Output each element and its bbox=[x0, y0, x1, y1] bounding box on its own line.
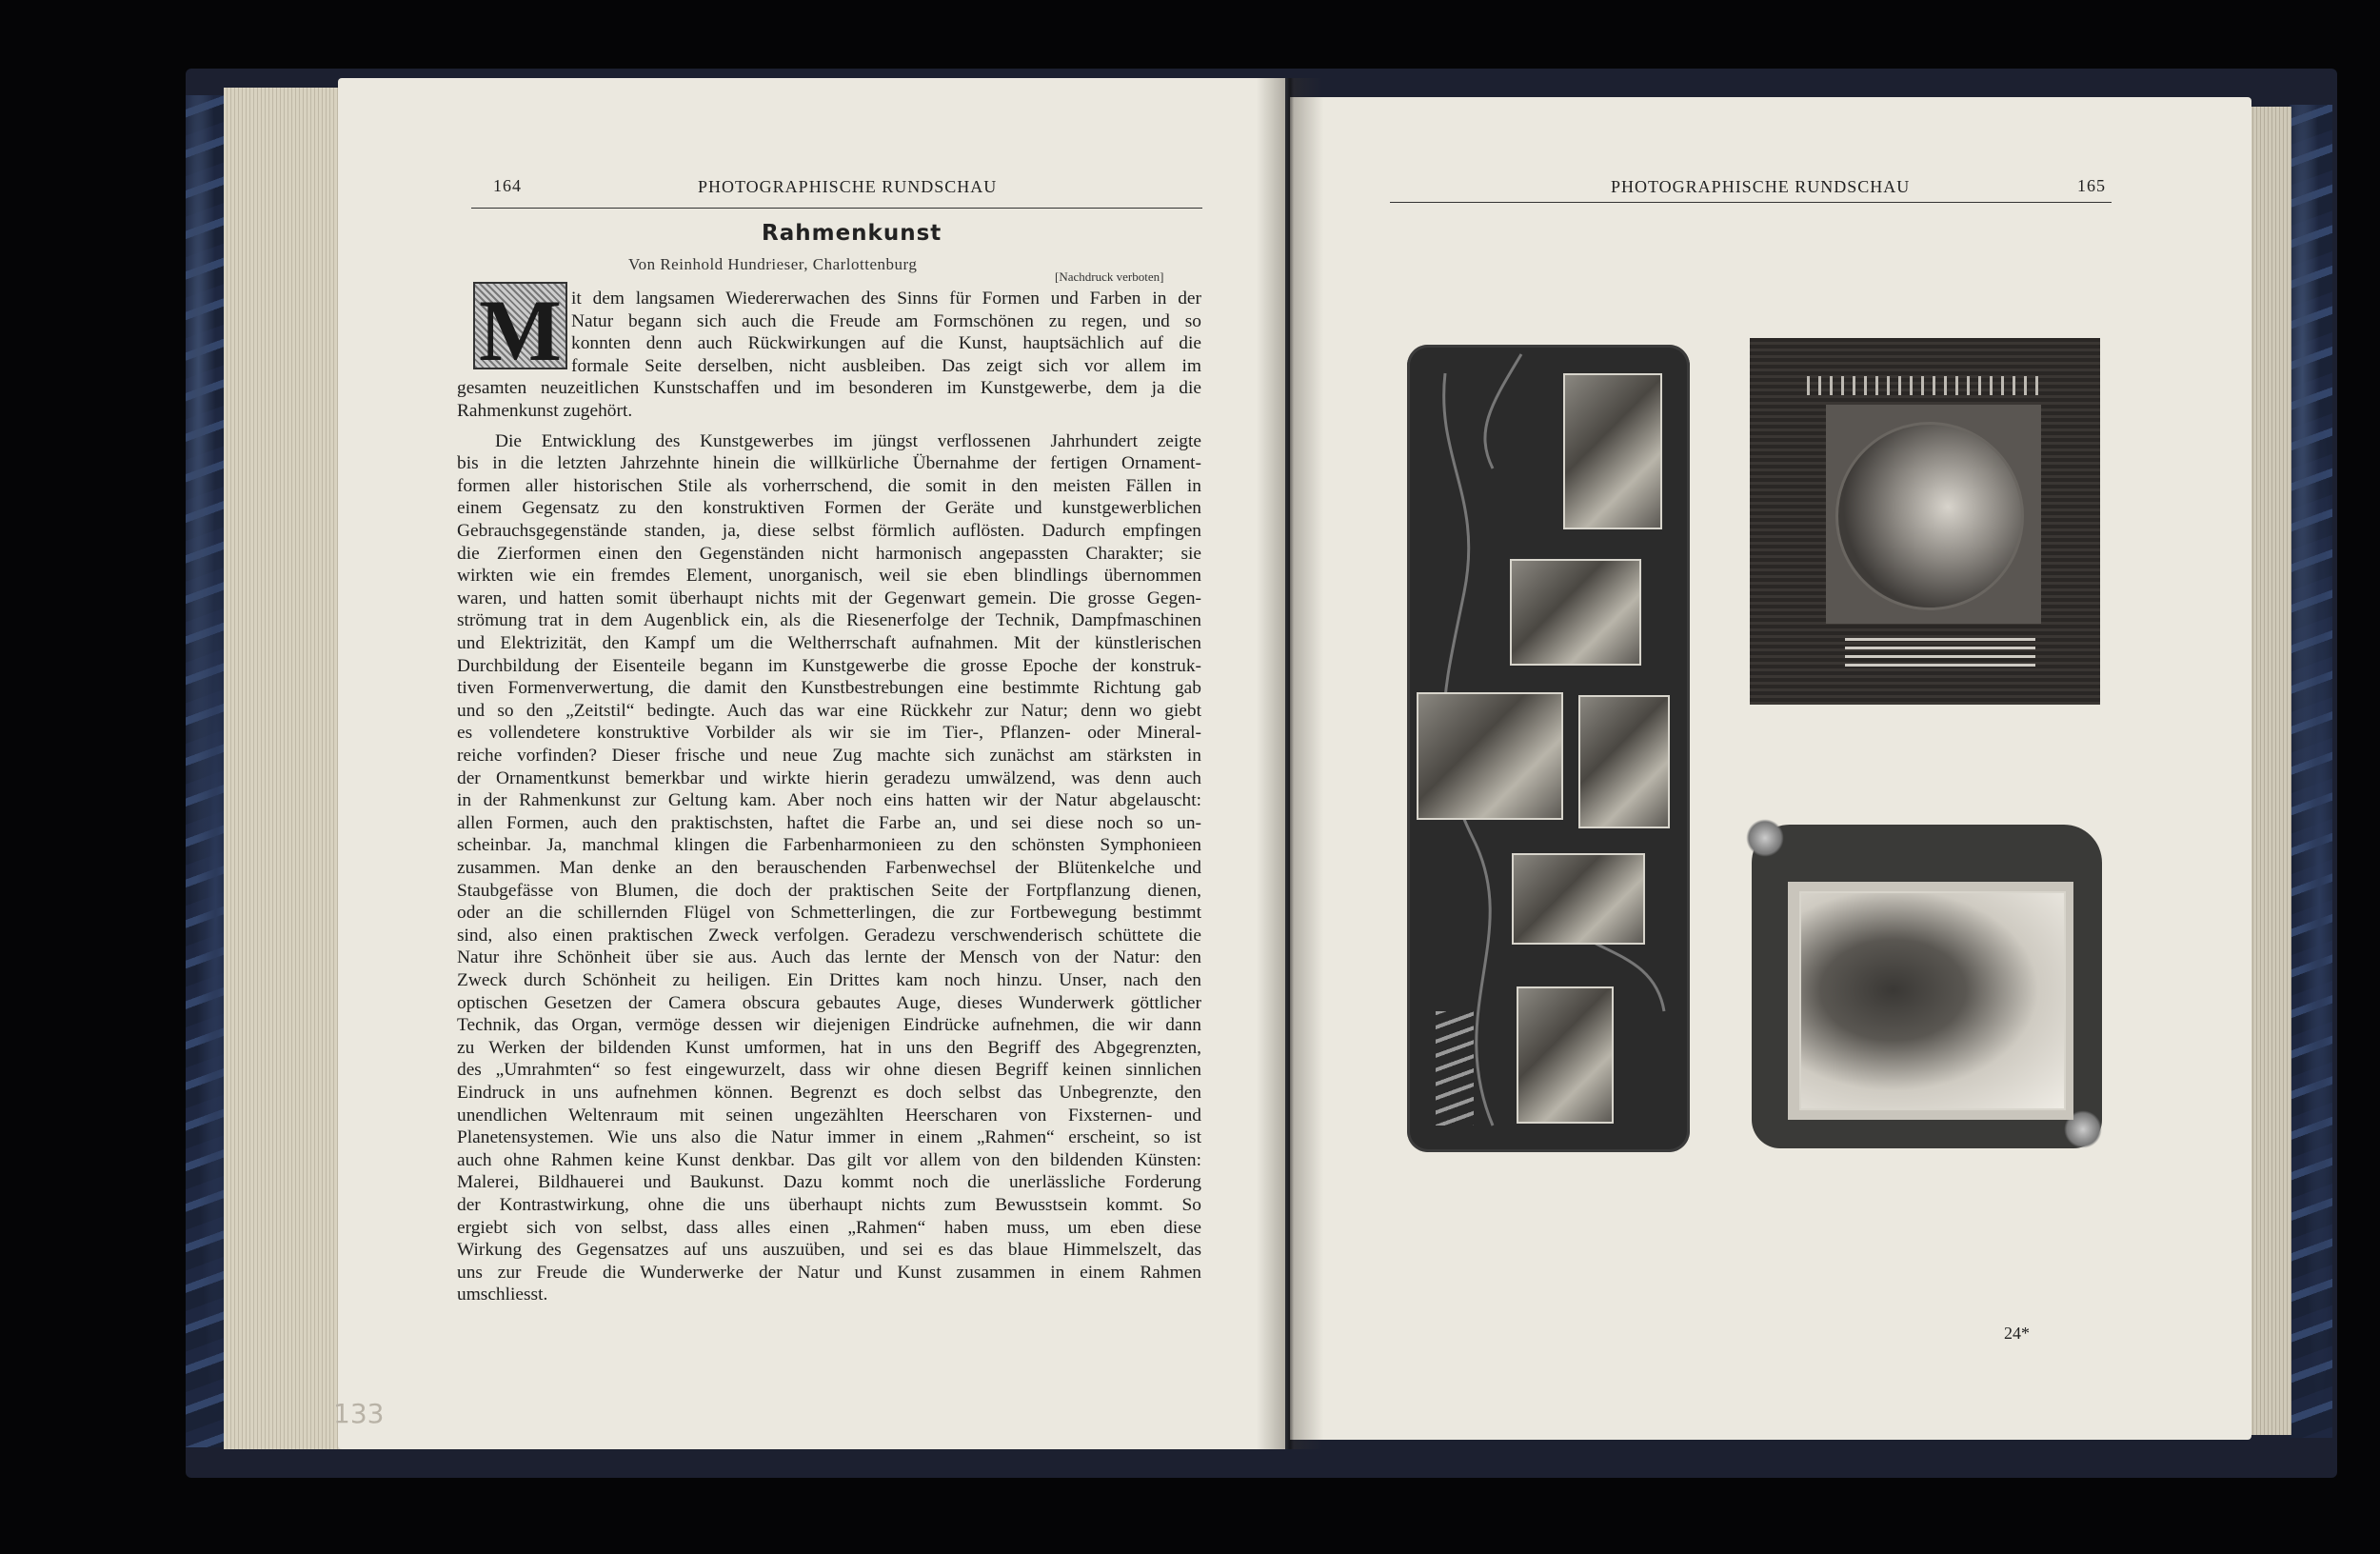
body-text-line: bis in die letzten Jahrzehnte hinein die willkürliche Übernahme der fertigen Ornament- bbox=[457, 453, 1201, 474]
left-page-number: 164 bbox=[493, 176, 522, 195]
body-text-line: Natur ihre Schönheit über sie aus. Auch das lernte der Mensch von der Natur: den bbox=[457, 947, 1201, 968]
body-text-line: gesamten neuzeitlichen Kunstschaffen und im besonderen im Kunstgewerbe, dem ja die bbox=[457, 378, 1201, 399]
body-text-line: Eindruck in uns aufnehmen können. Begrenzt es doch selbst das Unbegrenzte, den bbox=[457, 1083, 1201, 1103]
frame-photo-5 bbox=[1512, 853, 1645, 945]
left-running-head: PHOTOGRAPHISCHE RUNDSCHAU bbox=[698, 177, 998, 196]
round-portrait bbox=[1835, 422, 2024, 610]
body-text-line: uns zur Freude die Wunderwerke der Natur und Kunst zusammen in einem Rahmen bbox=[457, 1262, 1201, 1283]
body-text-line: sind, also einen praktischen Zweck verfolgen. Geradezu verschwenderisch schüttete die bbox=[457, 925, 1201, 946]
body-text-line: zusammen. Man denke an den berauschenden Farbenwechsel der Blütenkelche und bbox=[457, 858, 1201, 878]
article-title: Rahmenkunst bbox=[762, 221, 942, 246]
body-text-line: es vollendetere konstruktive Vorbilder als wir sie im Tier-, Pflanzen- oder Mineral- bbox=[457, 723, 1201, 744]
body-text-line: die Zierformen einen den Gegenständen nicht harmonisch angepassten Charakter; sie bbox=[457, 543, 1201, 564]
body-text-line: Natur begann sich auch die Freude am Formschönen zu regen, und so bbox=[571, 310, 1201, 331]
body-text-line: und so den „Zeitstil“ bedingte. Auch das war eine Rückkehr zur Natur; denn wo giebt bbox=[457, 700, 1201, 721]
body-text-line: auch ohne Rahmen keine Kunst denkbar. Das gilt vor allem von den bildenden Künsten: bbox=[457, 1149, 1201, 1170]
right-page-number: 165 bbox=[2077, 176, 2106, 195]
body-text-line: optischen Gesetzen der Camera obscura gebautes Auge, dieses Wunderwerk göttlicher bbox=[457, 992, 1201, 1013]
body-text-line: umschliesst. bbox=[457, 1285, 548, 1305]
frame-photo-3 bbox=[1417, 692, 1563, 820]
body-text-line: des „Umrahmten“ so fest eingewurzelt, dass wir ohne diesen Begriff keinen sinnlichen bbox=[457, 1060, 1201, 1081]
page-edges-left bbox=[224, 88, 343, 1449]
frame-corner-rosette-tl bbox=[1746, 819, 1784, 857]
book-gutter bbox=[1257, 78, 1323, 1449]
marbled-board-right bbox=[2290, 105, 2332, 1438]
body-text-line: Wirkung des Gegensatzes auf uns auszuüben, und sei es das blaue Himmelszelt, das bbox=[457, 1240, 1201, 1261]
body-text-line: it dem langsamen Wiedererwachen des Sinns für Formen und Farben in der bbox=[571, 289, 1201, 309]
body-text-line: reiche vorfinden? Dieser frische und neue Zug machte sich zunächst am stärksten in bbox=[457, 746, 1201, 766]
frame-photo-4 bbox=[1578, 695, 1670, 828]
body-text-line: unendlichen Weltenraum mit seinen ungezählten Heerscharen von Fixsternen- und bbox=[457, 1105, 1201, 1126]
frame-photo-2 bbox=[1510, 559, 1641, 666]
plate-wooden-frame bbox=[1750, 338, 2100, 705]
left-header-rule bbox=[471, 208, 1202, 209]
body-text-line: ergiebt sich von selbst, dass alles einen „Rahmen“ haben muss, um eben diese bbox=[457, 1217, 1201, 1238]
body-text-line: strömung trat in dem Augenblick ein, als die Riesenerfolge der Technik, Dampfmaschinen bbox=[457, 610, 1201, 631]
body-text-line: scheinbar. Ja, manchmal klingen die Farbenharmonieen zu den schönsten Symphonieen bbox=[457, 835, 1201, 856]
body-text-line: Malerei, Bildhauerei und Baukunst. Dazu kommt noch die unerlässliche Forderung bbox=[457, 1172, 1201, 1193]
reprint-notice: [Nachdruck verboten] bbox=[1055, 269, 1164, 284]
frame-photo-6 bbox=[1517, 986, 1614, 1124]
body-text-line: konnten denn auch Rückwirkungen auf die Kunst, hauptsächlich auf die bbox=[571, 333, 1201, 354]
pencil-mark: 133 bbox=[333, 1398, 385, 1429]
body-text-line: Rahmenkunst zugehört. bbox=[457, 401, 633, 421]
plate-art-nouveau-frame bbox=[1752, 825, 2102, 1148]
marbled-board-left bbox=[186, 95, 228, 1447]
frame-photo-1 bbox=[1563, 373, 1662, 529]
body-text-line: Die Entwicklung des Kunstgewerbes im jüngst verflossenen Jahrhundert zeigte bbox=[495, 430, 1201, 451]
article-byline: Von Reinhold Hundrieser, Charlottenburg bbox=[628, 255, 918, 273]
body-text-line: formale Seite derselben, nicht ausbleiben. Das zeigt sich vor allem im bbox=[571, 355, 1201, 376]
body-text-line: in der Rahmenkunst zur Geltung kam. Aber noch eins hatten wir der Natur abgelauscht: bbox=[457, 790, 1201, 811]
body-text-line: oder an die schillernden Flügel von Schmetterlingen, die zur Fortbewegung bestimmt bbox=[457, 903, 1201, 924]
body-text-line: tiven Formenverwertung, die damit den Kunstbestrebungen eine bestimmte Richtung gab bbox=[457, 678, 1201, 699]
frame-stripes-top bbox=[1807, 376, 2045, 395]
body-text-line: der Ornamentkunst bemerkbar und wirkte hierin geradezu umwälzend, was denn auch bbox=[457, 767, 1201, 788]
body-text-line: Staubgefässe von Blumen, die doch der praktischen Seite der Fortpflanzung dienen, bbox=[457, 880, 1201, 901]
body-text-line: wirkten wie ein fremdes Element, unorganisch, weil sie eben blindlings übernommen bbox=[457, 566, 1201, 587]
body-text-line: waren, und hatten somit überhaupt nichts mit der Gegenwart gemein. Die grosse Gegen- bbox=[457, 588, 1201, 608]
body-text-line: allen Formen, auch den praktischsten, haftet die Farbe an, und sei diese noch so un- bbox=[457, 812, 1201, 833]
body-text-line: Zweck durch Schönheit zu heiligen. Ein Drittes kam noch hinzu. Unser, nach den bbox=[457, 970, 1201, 990]
signature-mark: 24* bbox=[2004, 1324, 2030, 1343]
woman-portrait-photo bbox=[1799, 891, 2066, 1110]
right-running-head: PHOTOGRAPHISCHE RUNDSCHAU bbox=[1611, 177, 1911, 196]
ornamental-drop-cap bbox=[473, 282, 567, 379]
body-text-line: Durchbildung der Eisenteile begann im Kunstgewerbe die grosse Epoche der konstruk- bbox=[457, 655, 1201, 676]
body-text-line: und Elektrizität, den Kampf um die Weltherrschaft aufnahmen. Mit der künstlerischen bbox=[457, 633, 1201, 653]
body-text-line: Technik, das Organ, vermöge dessen wir diejenigen Eindrücke aufnehmen, die wir dann bbox=[457, 1015, 1201, 1036]
body-text-line: zu Werken der bildenden Kunst umformen, hat in uns den Begriff des Abgegrenzten, bbox=[457, 1037, 1201, 1058]
right-header-rule bbox=[1390, 202, 2112, 203]
floral-ornament bbox=[1436, 1011, 1474, 1126]
body-text-line: Gebrauchsgegenstände standen, ja, diese selbst förmlich auflösten. Dadurch empfingen bbox=[457, 521, 1201, 541]
body-text-line: formen aller historischen Stile als vorherrschend, die somit in den meisten Fällen in bbox=[457, 475, 1201, 496]
plate-multi-photo-frame bbox=[1407, 345, 1690, 1152]
drop-cap-letter: M bbox=[479, 282, 562, 379]
body-text-line: Planetensystemen. Wie uns also die Natur immer in einem „Rahmen“ erscheint, so ist bbox=[457, 1127, 1201, 1148]
body-text-line: der Kontrastwirkung, ohne die uns überhaupt nichts zum Bewusstsein kommt. So bbox=[457, 1195, 1201, 1215]
body-text-line: einem Gegensatz zu den konstruktiven Formen der Geräte und kunstgewerblichen bbox=[457, 498, 1201, 519]
frame-stripes-bottom bbox=[1845, 638, 2035, 667]
